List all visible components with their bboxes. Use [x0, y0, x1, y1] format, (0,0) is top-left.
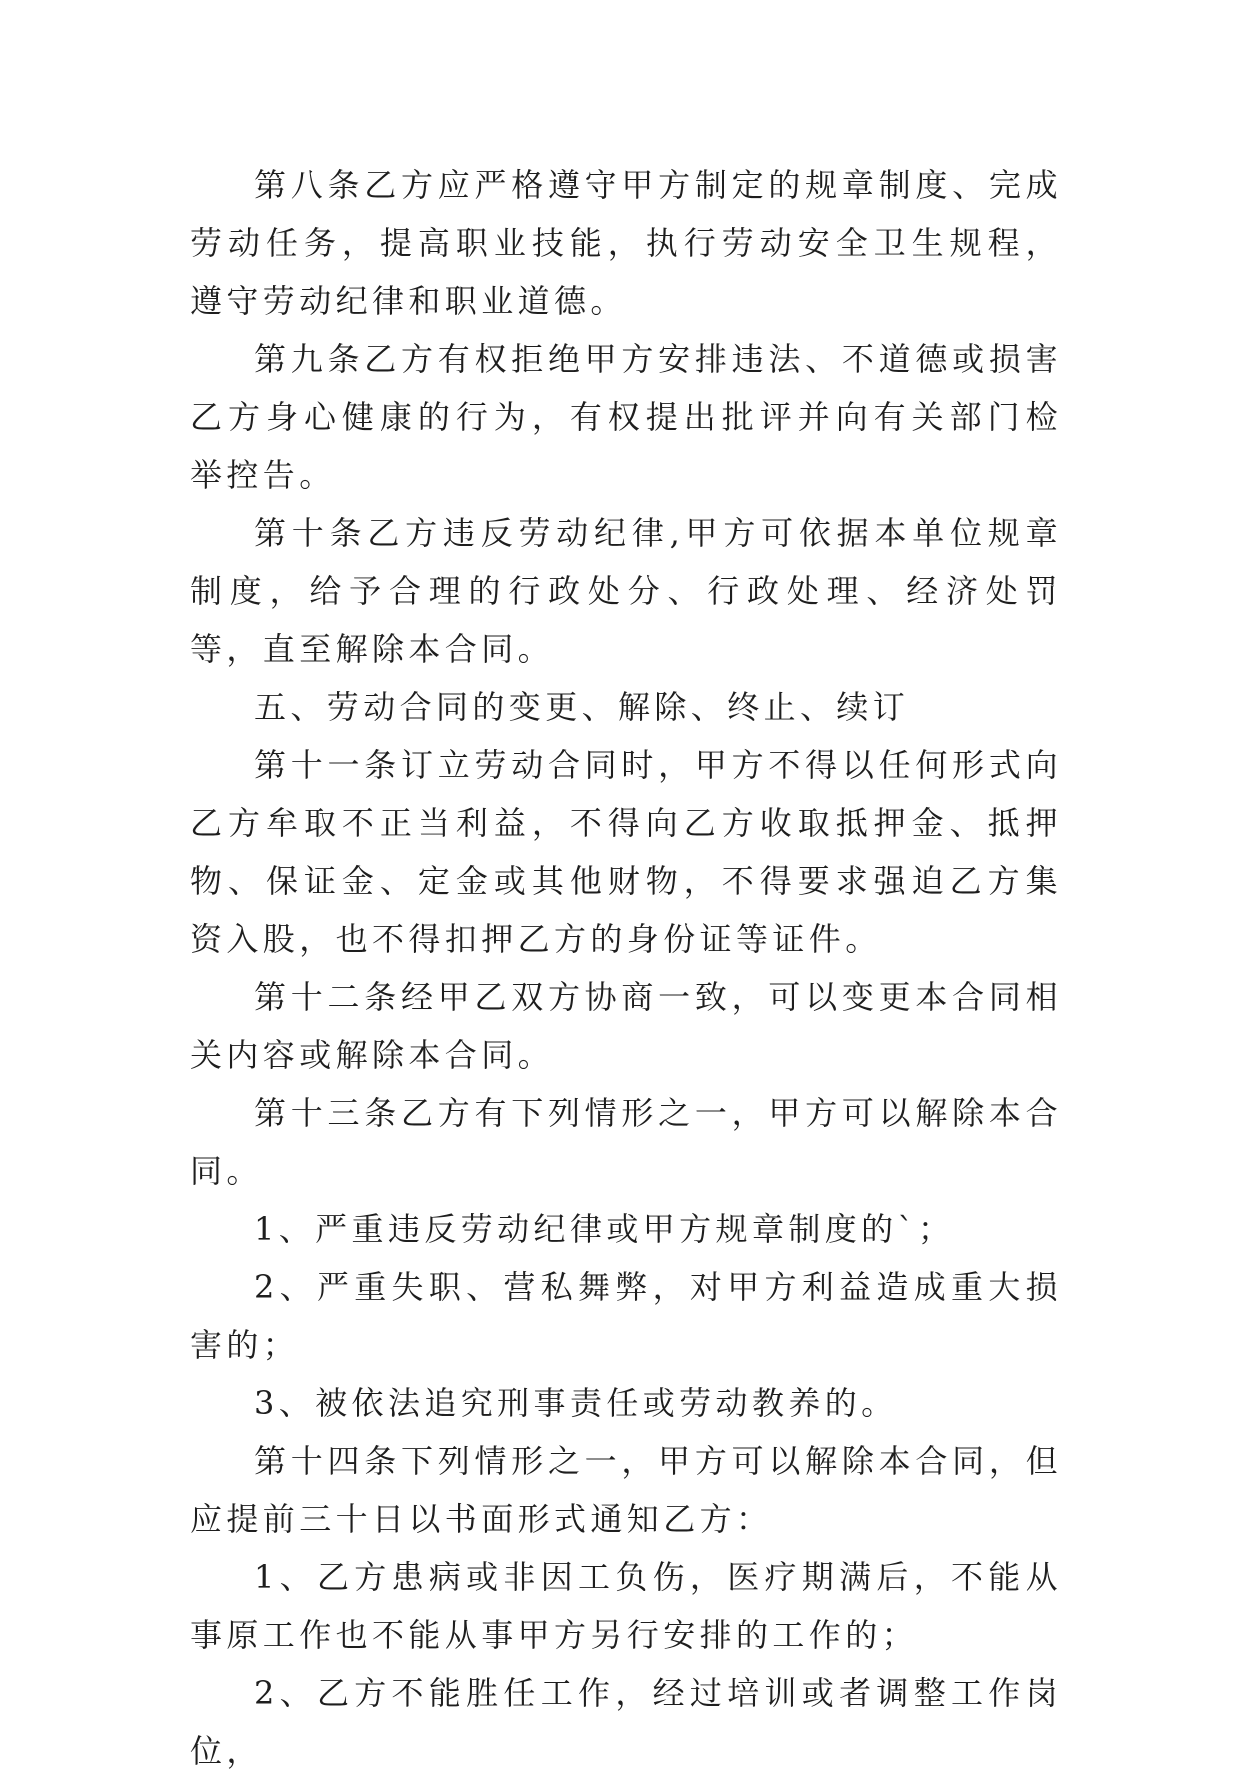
list-item-14-2: 2、乙方不能胜任工作，经过培训或者调整工作岗位，	[190, 1674, 1062, 1770]
paragraph-article-14: 第十四条下列情形之一，甲方可以解除本合同，但应提前三十日以书面形式通知乙方：	[190, 1442, 1062, 1538]
list-item-14-1: 1、乙方患病或非因工负伤，医疗期满后，不能从事原工作也不能从事甲方另行安排的工作的；	[190, 1558, 1062, 1654]
paragraph-article-8: 第八条乙方应严格遵守甲方制定的规章制度、完成劳动任务，提高职业技能，执行劳动安全卫生规程，遵守劳动纪律和职业道德。	[190, 166, 1062, 320]
paragraph-article-11: 第十一条订立劳动合同时，甲方不得以任何形式向乙方牟取不正当利益，不得向乙方收取抵押金、抵押物、保证金、定金或其他财物，不得要求强迫乙方集资入股，也不得扣押乙方的身份证等证件。	[190, 746, 1062, 958]
section-heading-5: 五、劳动合同的变更、解除、终止、续订	[254, 688, 910, 726]
list-item-13-1: 1、严重违反劳动纪律或甲方规章制度的`；	[254, 1210, 955, 1248]
paragraph-article-10: 第十条乙方违反劳动纪律,甲方可依据本单位规章制度，给予合理的行政处分、行政处理、经济处罚等，直至解除本合同。	[190, 514, 1062, 668]
document-body	[190, 156, 1062, 1780]
list-item-13-2: 2、严重失职、营私舞弊，对甲方利益造成重大损害的；	[190, 1268, 1062, 1364]
paragraph-article-13: 第十三条乙方有下列情形之一，甲方可以解除本合同。	[190, 1094, 1062, 1190]
paragraph-article-12: 第十二条经甲乙双方协商一致，可以变更本合同相关内容或解除本合同。	[190, 978, 1062, 1074]
list-item-13-3: 3、被依法追究刑事责任或劳动教养的。	[254, 1384, 898, 1422]
paragraph-article-9: 第九条乙方有权拒绝甲方安排违法、不道德或损害乙方身心健康的行为，有权提出批评并向有关部门检举控告。	[190, 340, 1062, 494]
